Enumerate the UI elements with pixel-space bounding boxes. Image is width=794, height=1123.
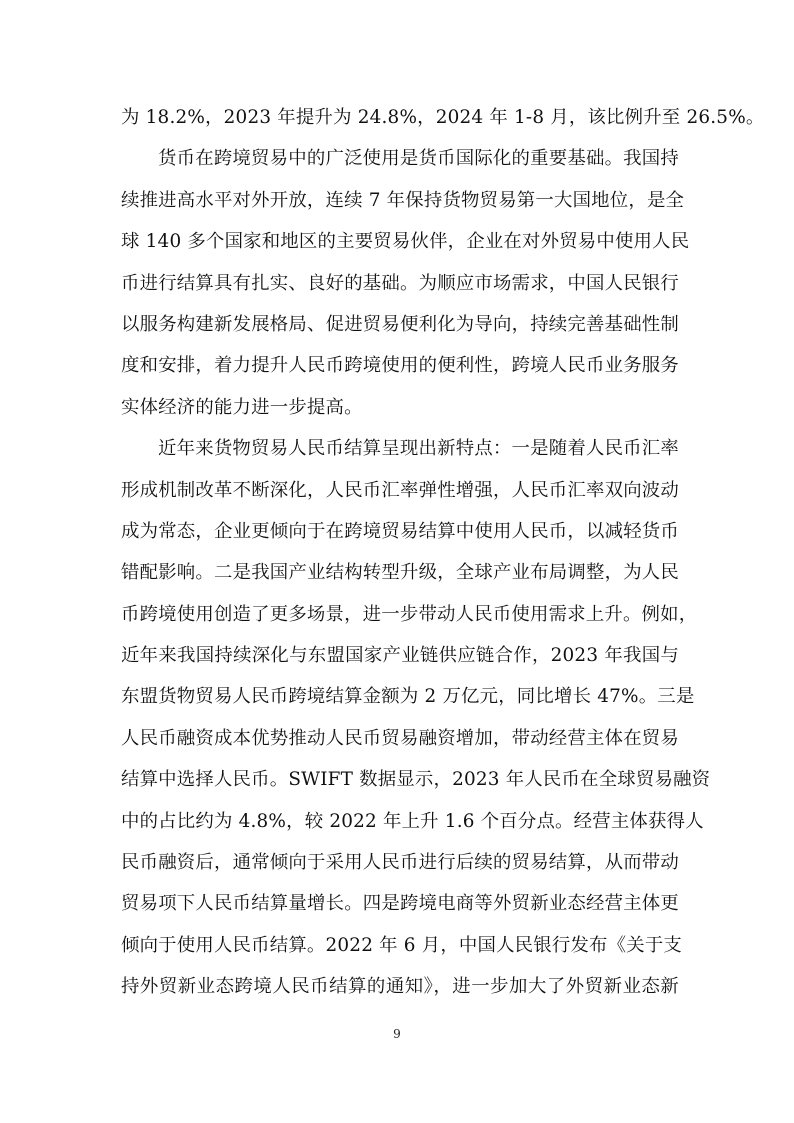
- text-line-12: 错配影响。二是我国产业结构转型升级，全球产业布局调整，为人民: [121, 562, 679, 584]
- text-line-5: 币进行结算具有扎实、良好的基础。为顺应市场需求，中国人民银行: [121, 272, 679, 294]
- text-line-11: 成为常态，企业更倾向于在跨境贸易结算中使用人民币，以减轻货币: [121, 520, 679, 542]
- text-line-15: 东盟货物贸易人民币跨境结算金额为 2 万亿元，同比增长 47%。三是: [121, 686, 695, 708]
- text-line-20: 贸易项下人民币结算量增长。四是跨境电商等外贸新业态经营主体更: [121, 893, 679, 915]
- text-line-22: 持外贸新业态跨境人民币结算的通知》，进一步加大了外贸新业态新: [121, 976, 679, 998]
- text-line-3: 续推进高水平对外开放，连续 7 年保持货物贸易第一大国地位，是全: [121, 189, 685, 211]
- text-line-1: 为 18.2%，2023 年提升为 24.8%，2024 年 1-8 月，该比例升至 26.5%。: [121, 107, 765, 128]
- text-line-17: 结算中选择人民币。SWIFT 数据显示，2023 年人民币在全球贸易融资: [121, 769, 711, 791]
- text-line-2: 货币在跨境贸易中的广泛使用是货币国际化的重要基础。我国持: [158, 148, 679, 170]
- text-line-16: 人民币融资成本优势推动人民币贸易融资增加，带动经营主体在贸易: [121, 727, 679, 749]
- text-line-18: 中的占比约为 4.8%，较 2022 年上升 1.6 个百分点。经营主体获得人: [121, 810, 704, 832]
- text-line-9: 近年来货物贸易人民币结算呈现出新特点：一是随着人民币汇率: [158, 438, 679, 460]
- text-line-4: 球 140 多个国家和地区的主要贸易伙伴，企业在对外贸易中使用人民: [121, 231, 690, 253]
- text-line-13: 币跨境使用创造了更多场景，进一步带动人民币使用需求上升。例如，: [121, 603, 698, 625]
- text-line-7: 度和安排，着力提升人民币跨境使用的便利性，跨境人民币业务服务: [121, 355, 679, 377]
- text-line-19: 民币融资后，通常倾向于采用人民币进行后续的贸易结算，从而带动: [121, 852, 679, 874]
- text-line-14: 近年来我国持续深化与东盟国家产业链供应链合作，2023 年我国与: [121, 645, 679, 667]
- page-number: 9: [393, 1027, 401, 1041]
- text-line-10: 形成机制改革不断深化，人民币汇率弹性增强，人民币汇率双向波动: [121, 479, 679, 501]
- text-line-6: 以服务构建新发展格局、促进贸易便利化为导向，持续完善基础性制: [121, 313, 679, 335]
- body-text: [121, 97, 765, 1008]
- text-line-8: 实体经济的能力进一步提高。: [121, 396, 363, 418]
- text-line-21: 倾向于使用人民币结算。2022 年 6 月，中国人民银行发布《关于支: [121, 934, 682, 956]
